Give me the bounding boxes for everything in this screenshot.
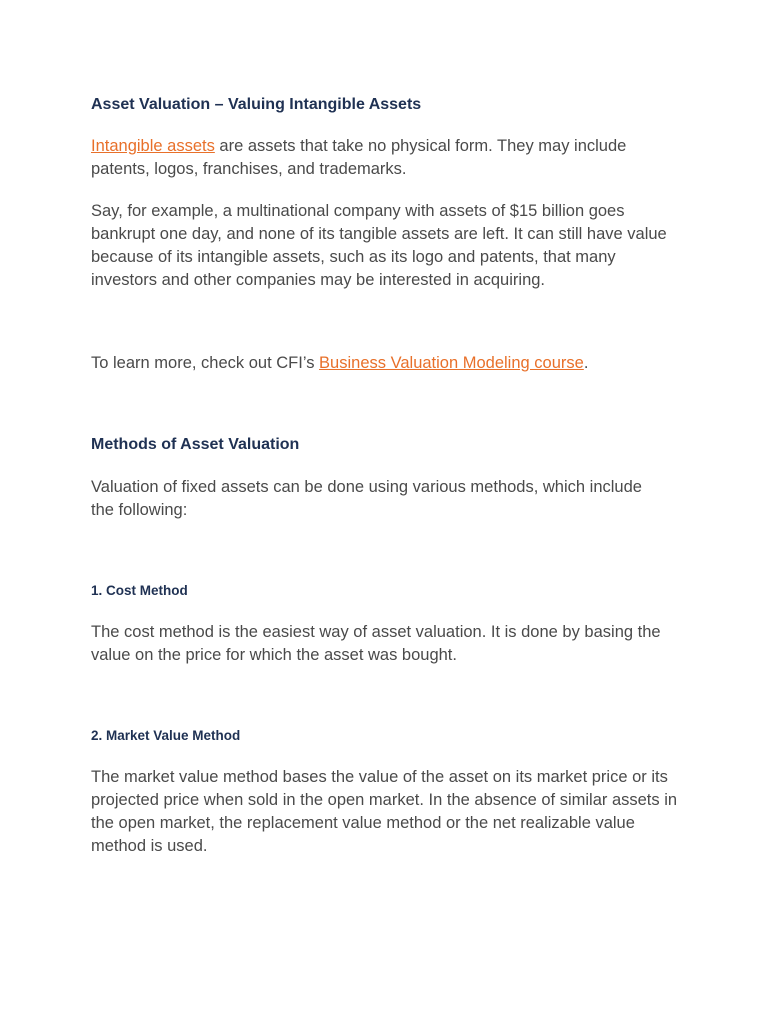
market-method-heading: 2. Market Value Method xyxy=(91,728,241,743)
cost-method-heading: 1. Cost Method xyxy=(91,583,188,598)
intangible-assets-link[interactable]: Intangible assets xyxy=(91,137,215,155)
market-method-paragraph: The market value method bases the value of the asset on its market price or its projected price when sold in the open market. In the absence of similar assets in the open market, the replacement value method or the net realizable value method is used. xyxy=(91,768,678,855)
business-valuation-course-link[interactable]: Business Valuation Modeling course xyxy=(319,354,584,372)
learn-more-paragraph xyxy=(91,352,681,375)
methods-intro-paragraph: Valuation of fixed assets can be done using various methods, which include the following: xyxy=(91,478,642,519)
learn-more-prefix: To learn more, check out CFI’s xyxy=(91,354,320,372)
example-paragraph: Say, for example, a multinational company with assets of $15 billion goes bankrupt one day, and none of its tangible assets are left. It can still have value because of its intangible assets, such as its logo and patents, that many investors and other companies may be interested in acquiring. xyxy=(91,202,667,289)
cost-method-paragraph: The cost method is the easiest way of asset valuation. It is done by basing the value on the price for which the asset was bought. xyxy=(91,623,661,664)
intro-text: are assets that take no physical form. They may include patents, logos, franchises, and trademarks. xyxy=(91,137,627,178)
intro-paragraph xyxy=(91,135,681,181)
learn-more-suffix: . xyxy=(583,354,589,372)
article-title: Asset Valuation – Valuing Intangible Assets xyxy=(91,96,422,113)
methods-heading: Methods of Asset Valuation xyxy=(91,436,300,453)
